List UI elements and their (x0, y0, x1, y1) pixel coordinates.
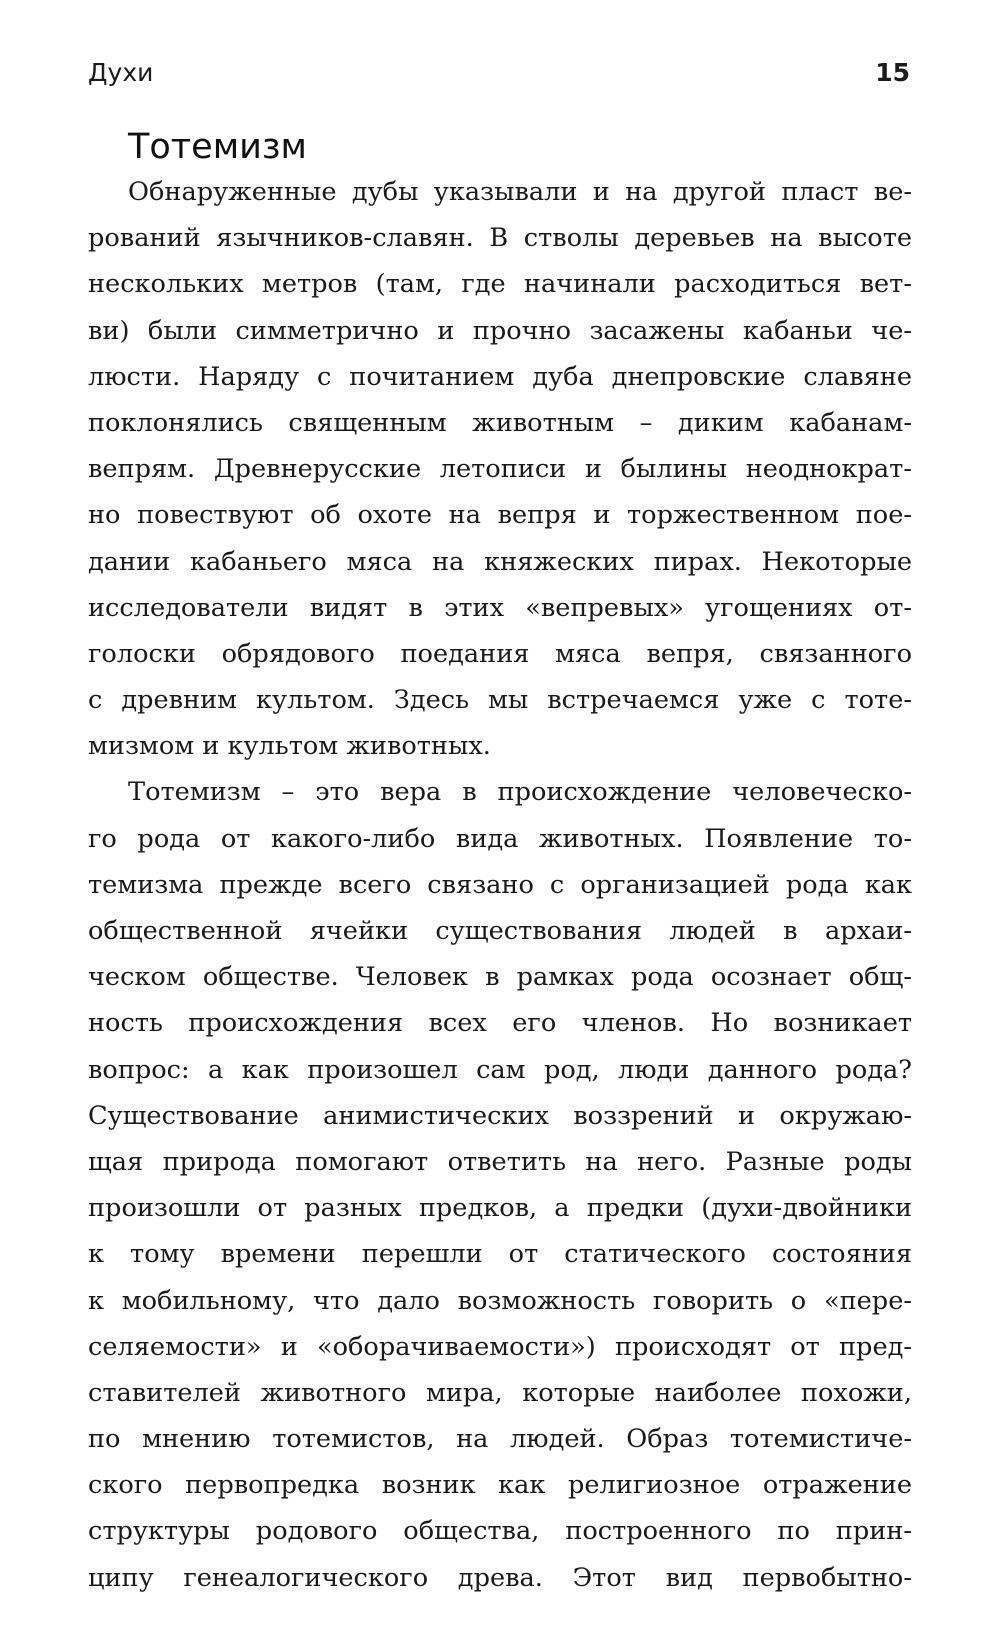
text-line: ципу генеалогического древа. Этот вид первобытно- (88, 1562, 912, 1593)
text-line: нескольких метров (там, где начинали расходиться вет- (88, 269, 912, 300)
text-line: люсти. Наряду с почитанием дуба днепровские славяне (88, 361, 912, 392)
text-line: по мнению тотемистов, на людей. Образ тотемистиче- (88, 1424, 912, 1455)
section-heading: Тотемизм (128, 127, 307, 167)
text-line: общественной ячейки существования людей в архаи- (88, 916, 912, 946)
text-line: ского первопредка возник как религиозное отражение (88, 1470, 912, 1501)
paragraph-2 (88, 769, 912, 1600)
body-text (88, 169, 912, 1601)
text-line: Тотемизм – это вера в происхождение человеческо- (128, 777, 912, 808)
text-line: ность происхождения всех его членов. Но возникает (88, 1008, 912, 1039)
text-line: селяемости» и «оборачиваемости») происходят от пред- (88, 1331, 912, 1362)
text-line: го рода от какого-либо вида животных. Появление то- (88, 823, 912, 854)
text-line: вепрям. Древнерусские летописи и былины неоднократ- (88, 454, 912, 485)
text-line: Существование анимистических воззрений и окружаю- (88, 1100, 912, 1131)
text-line: щая природа помогают ответить на него. Разные роды (88, 1146, 912, 1177)
paragraph-1 (88, 169, 912, 769)
text-line: структуры родового общества, построенного по прин- (88, 1516, 912, 1547)
text-line: темизма прежде всего связано с организацией рода как (88, 869, 912, 900)
text-line: поклонялись священным животным – диким кабанам- (88, 407, 912, 438)
text-line: с древним культом. Здесь мы встречаемся уже с тоте- (88, 685, 912, 716)
text-line: произошли от разных предков, а предки (духи-двойники (88, 1193, 912, 1224)
page-number: 15 (875, 58, 910, 87)
text-line: мизмом и культом животных. (88, 731, 491, 762)
text-line: но повествуют об охоте на вепря и торжественном пое- (88, 500, 912, 531)
running-head: Духи (88, 58, 154, 87)
text-line: к тому времени перешли от статического состояния (88, 1239, 912, 1270)
text-line: ставителей животного мира, которые наиболее похожи, (88, 1377, 912, 1408)
text-line: рований язычников-славян. В стволы деревьев на высоте (88, 223, 912, 254)
text-line: к мобильному, что дало возможность говорить о «пере- (88, 1285, 912, 1316)
text-line: ви) были симметрично и прочно засажены кабаньи че- (88, 315, 912, 346)
text-line: Обнаруженные дубы указывали и на другой пласт ве- (128, 177, 912, 207)
text-line: голоски обрядового поедания мяса вепря, связанного (88, 638, 912, 669)
text-line: дании кабаньего мяса на княжеских пирах. Некоторые (88, 546, 912, 577)
text-line: исследователи видят в этих «вепревых» угощениях от- (88, 592, 912, 623)
text-line: ческом обществе. Человек в рамках рода осознает общ- (88, 962, 912, 993)
text-line: вопрос: а как произошел сам род, люди данного рода? (88, 1054, 912, 1085)
